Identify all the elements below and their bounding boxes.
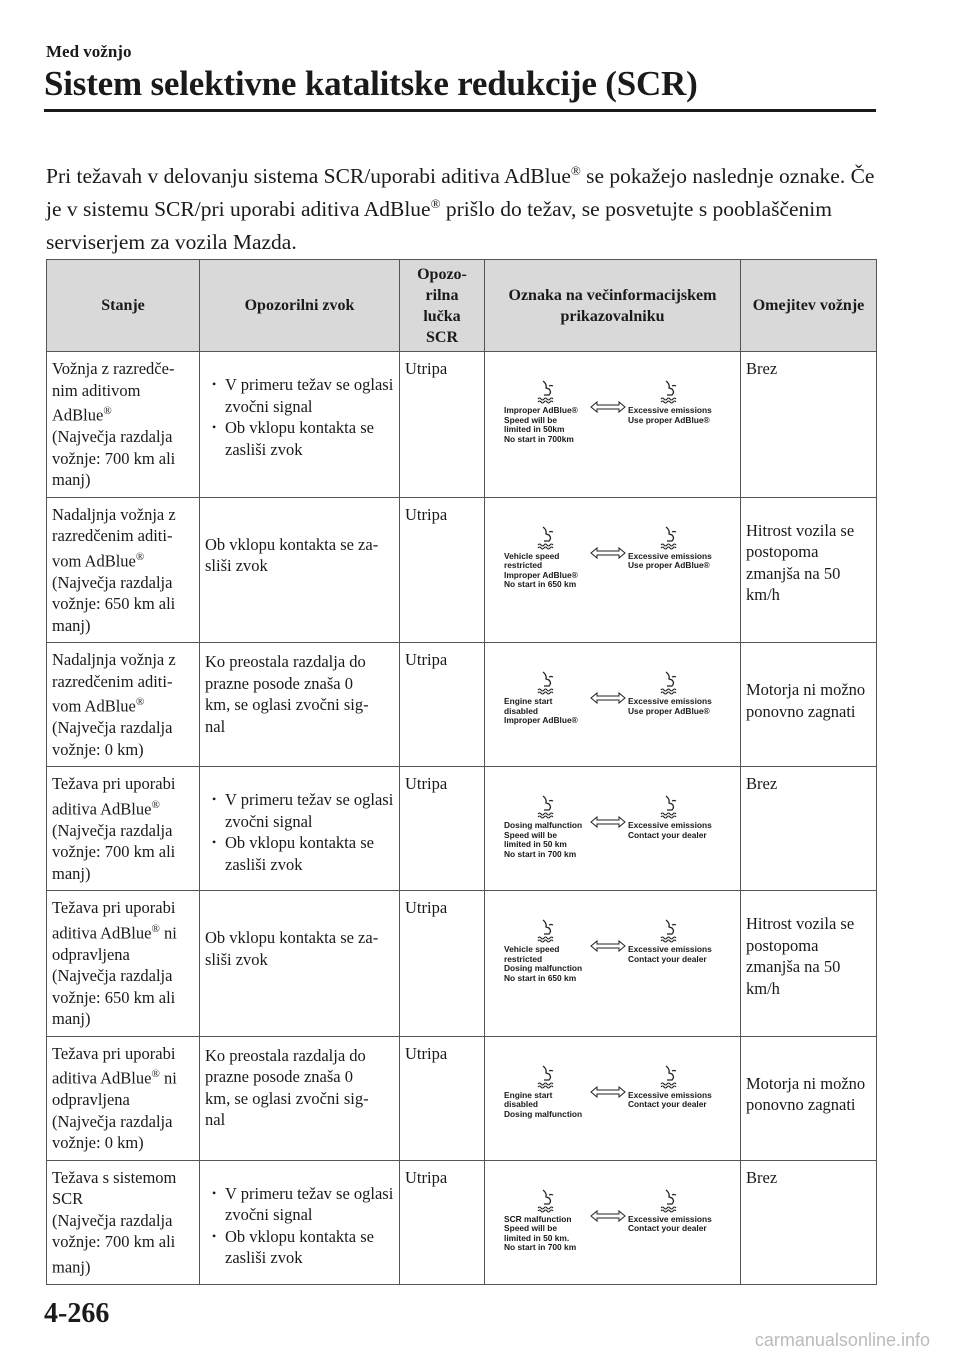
- title-rule: [44, 109, 876, 112]
- limit-cell: [741, 1036, 877, 1160]
- state-text: Težava s sistemom SCR (Največja razdalja vožnje: 700 km ali manj): [52, 1167, 177, 1276]
- state-text-rest: (Največja razdalja vožnje: 650 km ali manj): [52, 572, 176, 635]
- header-state: Stanje: [47, 260, 200, 352]
- intro-paragraph: [46, 160, 876, 259]
- double-arrow-icon: [590, 815, 626, 829]
- scr-warning-icon: [534, 378, 560, 404]
- list-item: • V primeru težav se oglasi zvočni signal: [205, 1183, 394, 1226]
- display-illustration: [490, 1043, 746, 1135]
- intro-text-3: prišlo do težav, se posvetujte s pooblaščenim serviserjem za vozila Mazda.: [46, 197, 832, 254]
- state-text: Nadaljnja vožnja z razredčenim aditi- vom AdBlue: [52, 650, 176, 716]
- display-message-left: Engine start disabled Dosing malfunction: [504, 1089, 583, 1119]
- limit-cell: [741, 643, 877, 767]
- list-item: • Ob vklopu kontakta se zasliši zvok: [205, 417, 394, 460]
- display-message-right: Excessive emissions Contact your dealer: [628, 820, 712, 840]
- state-text: Vožnja z razredče- nim aditivom AdBlue: [52, 359, 175, 425]
- sound-text: Ko preostala razdalja do prazne posode znaša 0 km, se oglasi zvočni sig- nal: [205, 652, 369, 736]
- lamp-cell: [400, 352, 485, 498]
- state-text-rest: ni odpravljena (Največja razdalja vožnje: 0 km): [52, 1068, 177, 1152]
- scr-warning-icon: [657, 793, 683, 819]
- limit-text: Brez: [746, 774, 778, 793]
- registered-mark: ®: [430, 195, 441, 211]
- scr-warning-icon: [534, 524, 560, 550]
- display-message-left: SCR malfunction Speed will be limited in 50 km. No start in 700 km: [504, 1213, 577, 1253]
- table-row: [47, 497, 877, 643]
- lamp-status: Utripa: [405, 359, 448, 378]
- lamp-status: Utripa: [405, 1167, 448, 1187]
- header-sound: Opozorilni zvok: [200, 260, 400, 352]
- header-lamp: Opozo- rilna lučka SCR: [400, 260, 485, 352]
- double-arrow-icon: [590, 1085, 626, 1099]
- sound-cell: [200, 891, 400, 1037]
- limit-cell: [741, 767, 877, 891]
- scr-warning-icon: [534, 669, 560, 695]
- display-illustration: [490, 773, 746, 865]
- registered-mark: ®: [151, 1068, 160, 1080]
- display-illustration: [490, 649, 746, 741]
- registered-mark: ®: [135, 696, 145, 708]
- double-arrow-icon: [590, 400, 626, 414]
- page-title: Sistem selektivne katalitske redukcije (SCR): [44, 64, 698, 103]
- limit-cell: [741, 497, 877, 643]
- lamp-cell: [400, 767, 485, 891]
- double-arrow-icon: [590, 546, 626, 560]
- state-cell: [47, 643, 200, 767]
- page-number: 4-266: [44, 1298, 110, 1329]
- limit-text: Motorja ni možno ponovno zagnati: [746, 1073, 866, 1114]
- state-cell: [47, 497, 200, 643]
- state-cell: [47, 1036, 200, 1160]
- display-message-right: Excessive emissions Contact your dealer: [628, 1089, 712, 1110]
- limit-cell: [741, 1160, 877, 1284]
- display-cell: [485, 497, 741, 643]
- display-illustration: [490, 1167, 746, 1259]
- sound-text: Ko preostala razdalja do prazne posode znaša 0 km, se oglasi zvočni sig- nal: [205, 1045, 369, 1129]
- list-item: • Ob vklopu kontakta se zasliši zvok: [205, 832, 394, 875]
- sound-cell: [200, 352, 400, 498]
- state-cell: [47, 891, 200, 1037]
- limit-text: Brez: [746, 359, 778, 378]
- lamp-status: Utripa: [405, 1043, 448, 1063]
- scr-warning-icon: [534, 1187, 560, 1213]
- state-text-rest: (Največja razdalja vožnje: 700 km ali manj): [52, 820, 176, 883]
- state-text: Nadaljnja vožnja z razredčenim aditi- vom AdBlue: [52, 504, 176, 570]
- registered-mark: ®: [135, 550, 145, 563]
- state-text: Težava pri uporabi aditiva AdBlue: [52, 774, 176, 818]
- sound-cell: [200, 767, 400, 891]
- lamp-status: Utripa: [405, 504, 448, 524]
- scr-warning-icon: [657, 669, 683, 695]
- table-row: [47, 1160, 877, 1284]
- scr-warning-icon: [657, 1187, 683, 1213]
- display-message-right: Excessive emissions Use proper AdBlue®: [628, 696, 712, 716]
- scr-warning-icon: [534, 1063, 560, 1089]
- section-label: Med vožnjo: [46, 42, 132, 61]
- display-cell: [485, 352, 741, 498]
- scr-warning-icon: [657, 917, 683, 943]
- table-row: [47, 1036, 877, 1160]
- display-message-right: Excessive emissions Use proper AdBlue®: [628, 550, 712, 571]
- lamp-cell: [400, 497, 485, 643]
- limit-text: Motorja ni možno ponovno zagnati: [746, 680, 866, 721]
- sound-text: Ob vklopu kontakta se za- sliši zvok: [205, 928, 379, 969]
- display-cell: [485, 891, 741, 1037]
- display-cell: [485, 1036, 741, 1160]
- scr-warning-icon: [534, 793, 560, 819]
- scr-warning-icon: [657, 1063, 683, 1089]
- registered-mark: ®: [151, 798, 160, 811]
- lamp-cell: [400, 891, 485, 1037]
- display-message-left: Vehicle speed restricted Dosing malfunction No start in 650 km: [504, 944, 583, 983]
- table-row: [47, 352, 877, 498]
- scr-warning-icon: [657, 524, 683, 550]
- limit-cell: [741, 352, 877, 498]
- table-row: [47, 891, 877, 1037]
- display-illustration: [490, 504, 746, 596]
- sound-cell: [200, 643, 400, 767]
- display-message-right: Excessive emissions Contact your dealer: [628, 944, 712, 964]
- list-item: • V primeru težav se oglasi zvočni signal: [205, 374, 394, 417]
- display-cell: [485, 1160, 741, 1284]
- display-illustration: [490, 897, 746, 989]
- header-display: Oznaka na večinformacijskem prikazovalniku: [485, 260, 741, 352]
- sound-cell: [200, 1160, 400, 1284]
- double-arrow-icon: [590, 1209, 626, 1223]
- registered-mark: ®: [570, 162, 581, 178]
- sound-cell: [200, 1036, 400, 1160]
- limit-text: Hitrost vozila se postopoma zmanjša na 50 km/h: [746, 520, 855, 604]
- display-message-left: Engine start disabled Improper AdBlue®: [504, 696, 578, 726]
- lamp-status: Utripa: [405, 898, 448, 917]
- table-row: [47, 643, 877, 767]
- table-row: [47, 767, 877, 891]
- double-arrow-icon: [590, 939, 626, 953]
- display-cell: [485, 643, 741, 767]
- lamp-cell: [400, 643, 485, 767]
- lamp-status: Utripa: [405, 774, 448, 793]
- limit-text: Hitrost vozila se postopoma zmanjša na 50 km/h: [746, 914, 855, 998]
- state-cell: [47, 1160, 200, 1284]
- lamp-cell: [400, 1160, 485, 1284]
- registered-mark: ®: [151, 922, 160, 935]
- list-item: • V primeru težav se oglasi zvočni signal: [205, 789, 394, 832]
- list-item: • Ob vklopu kontakta se zasliši zvok: [205, 1226, 394, 1269]
- limit-cell: [741, 891, 877, 1037]
- sound-list: [205, 789, 394, 875]
- display-message-left: Improper AdBlue® Speed will be limited in 50km No start in 700km: [504, 405, 578, 444]
- lamp-cell: [400, 1036, 485, 1160]
- state-cell: [47, 767, 200, 891]
- state-text-rest: (Največja razdalja vožnje: 700 km ali manj): [52, 427, 176, 489]
- display-message-right: Excessive emissions Contact your dealer: [628, 1213, 712, 1234]
- display-message-left: Vehicle speed restricted Improper AdBlue® No start in 650 km: [504, 550, 578, 590]
- state-text-rest: ni odpravljena (Največja razdalja vožnje: 650 km ali manj): [52, 923, 177, 1028]
- display-message-left: Dosing malfunction Speed will be limited in 50 km No start in 700 km: [504, 820, 583, 859]
- intro-text-1: Pri težavah v delovanju sistema SCR/uporabi aditiva AdBlue: [46, 164, 571, 188]
- state-text-rest: (Največja razdalja vožnje: 0 km): [52, 718, 173, 759]
- watermark: carmanualsonline.info: [754, 1330, 930, 1350]
- state-text: Težava pri uporabi aditiva AdBlue: [52, 1043, 176, 1088]
- state-cell: [47, 352, 200, 498]
- sound-cell: [200, 497, 400, 643]
- registered-mark: ®: [103, 405, 112, 417]
- scr-warning-icon: [534, 917, 560, 943]
- limit-text: Brez: [746, 1167, 778, 1187]
- lamp-status: Utripa: [405, 650, 448, 669]
- state-text: Težava pri uporabi aditiva AdBlue: [52, 898, 176, 942]
- display-message-right: Excessive emissions Use proper AdBlue®: [628, 405, 712, 425]
- display-cell: [485, 767, 741, 891]
- header-limit: Omejitev vožnje: [741, 260, 877, 352]
- scr-warning-table: [46, 259, 877, 1285]
- sound-list: [205, 1183, 394, 1269]
- sound-list: [205, 374, 394, 460]
- scr-warning-icon: [657, 378, 683, 404]
- display-illustration: [490, 358, 746, 450]
- sound-text: Ob vklopu kontakta se za- sliši zvok: [205, 534, 379, 575]
- double-arrow-icon: [590, 691, 626, 705]
- intro-text-2: se pokažejo naslednje oznake. Če je v sistemu SCR/pri uporabi aditiva AdBlue: [46, 164, 875, 221]
